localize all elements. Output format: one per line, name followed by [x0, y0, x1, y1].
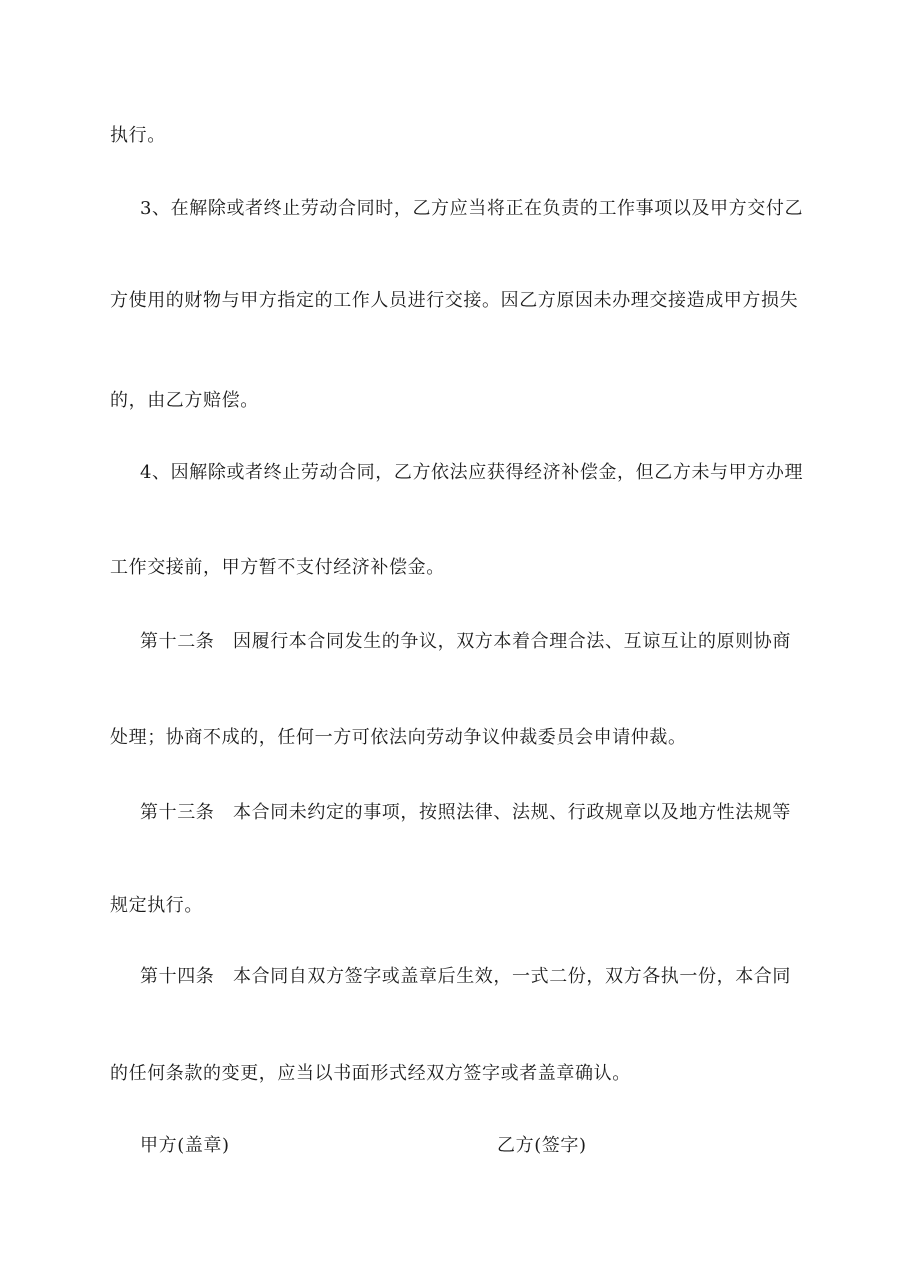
text-line: 处理；协商不成的，任何一方可依法向劳动争议仲裁委员会申请仲裁。 — [110, 727, 687, 748]
text-line: 工作交接前，甲方暂不支付经济补偿金。 — [110, 557, 445, 578]
text-line: 3、在解除或者终止劳动合同时，乙方应当将正在负责的工作事项以及甲方交付乙 — [140, 198, 804, 219]
text-line: 的任何条款的变更，应当以书面形式经双方签字或者盖章确认。 — [110, 1063, 631, 1084]
text-line: 方使用的财物与甲方指定的工作人员进行交接。因乙方原因未办理交接造成甲方损失 — [110, 290, 799, 311]
text-line: 4、因解除或者终止劳动合同，乙方依法应获得经济补偿金，但乙方未与甲方办理 — [140, 462, 804, 483]
party-a-signature-label: 甲方(盖章) — [140, 1135, 230, 1156]
text-line: 第十二条 因履行本合同发生的争议，双方本着合理合法、互谅互让的原则协商 — [140, 631, 791, 652]
text-line: 规定执行。 — [110, 895, 203, 916]
text-line: 的，由乙方赔偿。 — [110, 390, 259, 411]
text-line: 第十三条 本合同未约定的事项，按照法律、法规、行政规章以及地方性法规等 — [140, 802, 791, 823]
text-line: 第十四条 本合同自双方签字或盖章后生效，一式二份，双方各执一份，本合同 — [140, 966, 791, 987]
party-b-signature-label: 乙方(签字) — [497, 1135, 587, 1156]
text-line: 执行。 — [110, 125, 166, 146]
